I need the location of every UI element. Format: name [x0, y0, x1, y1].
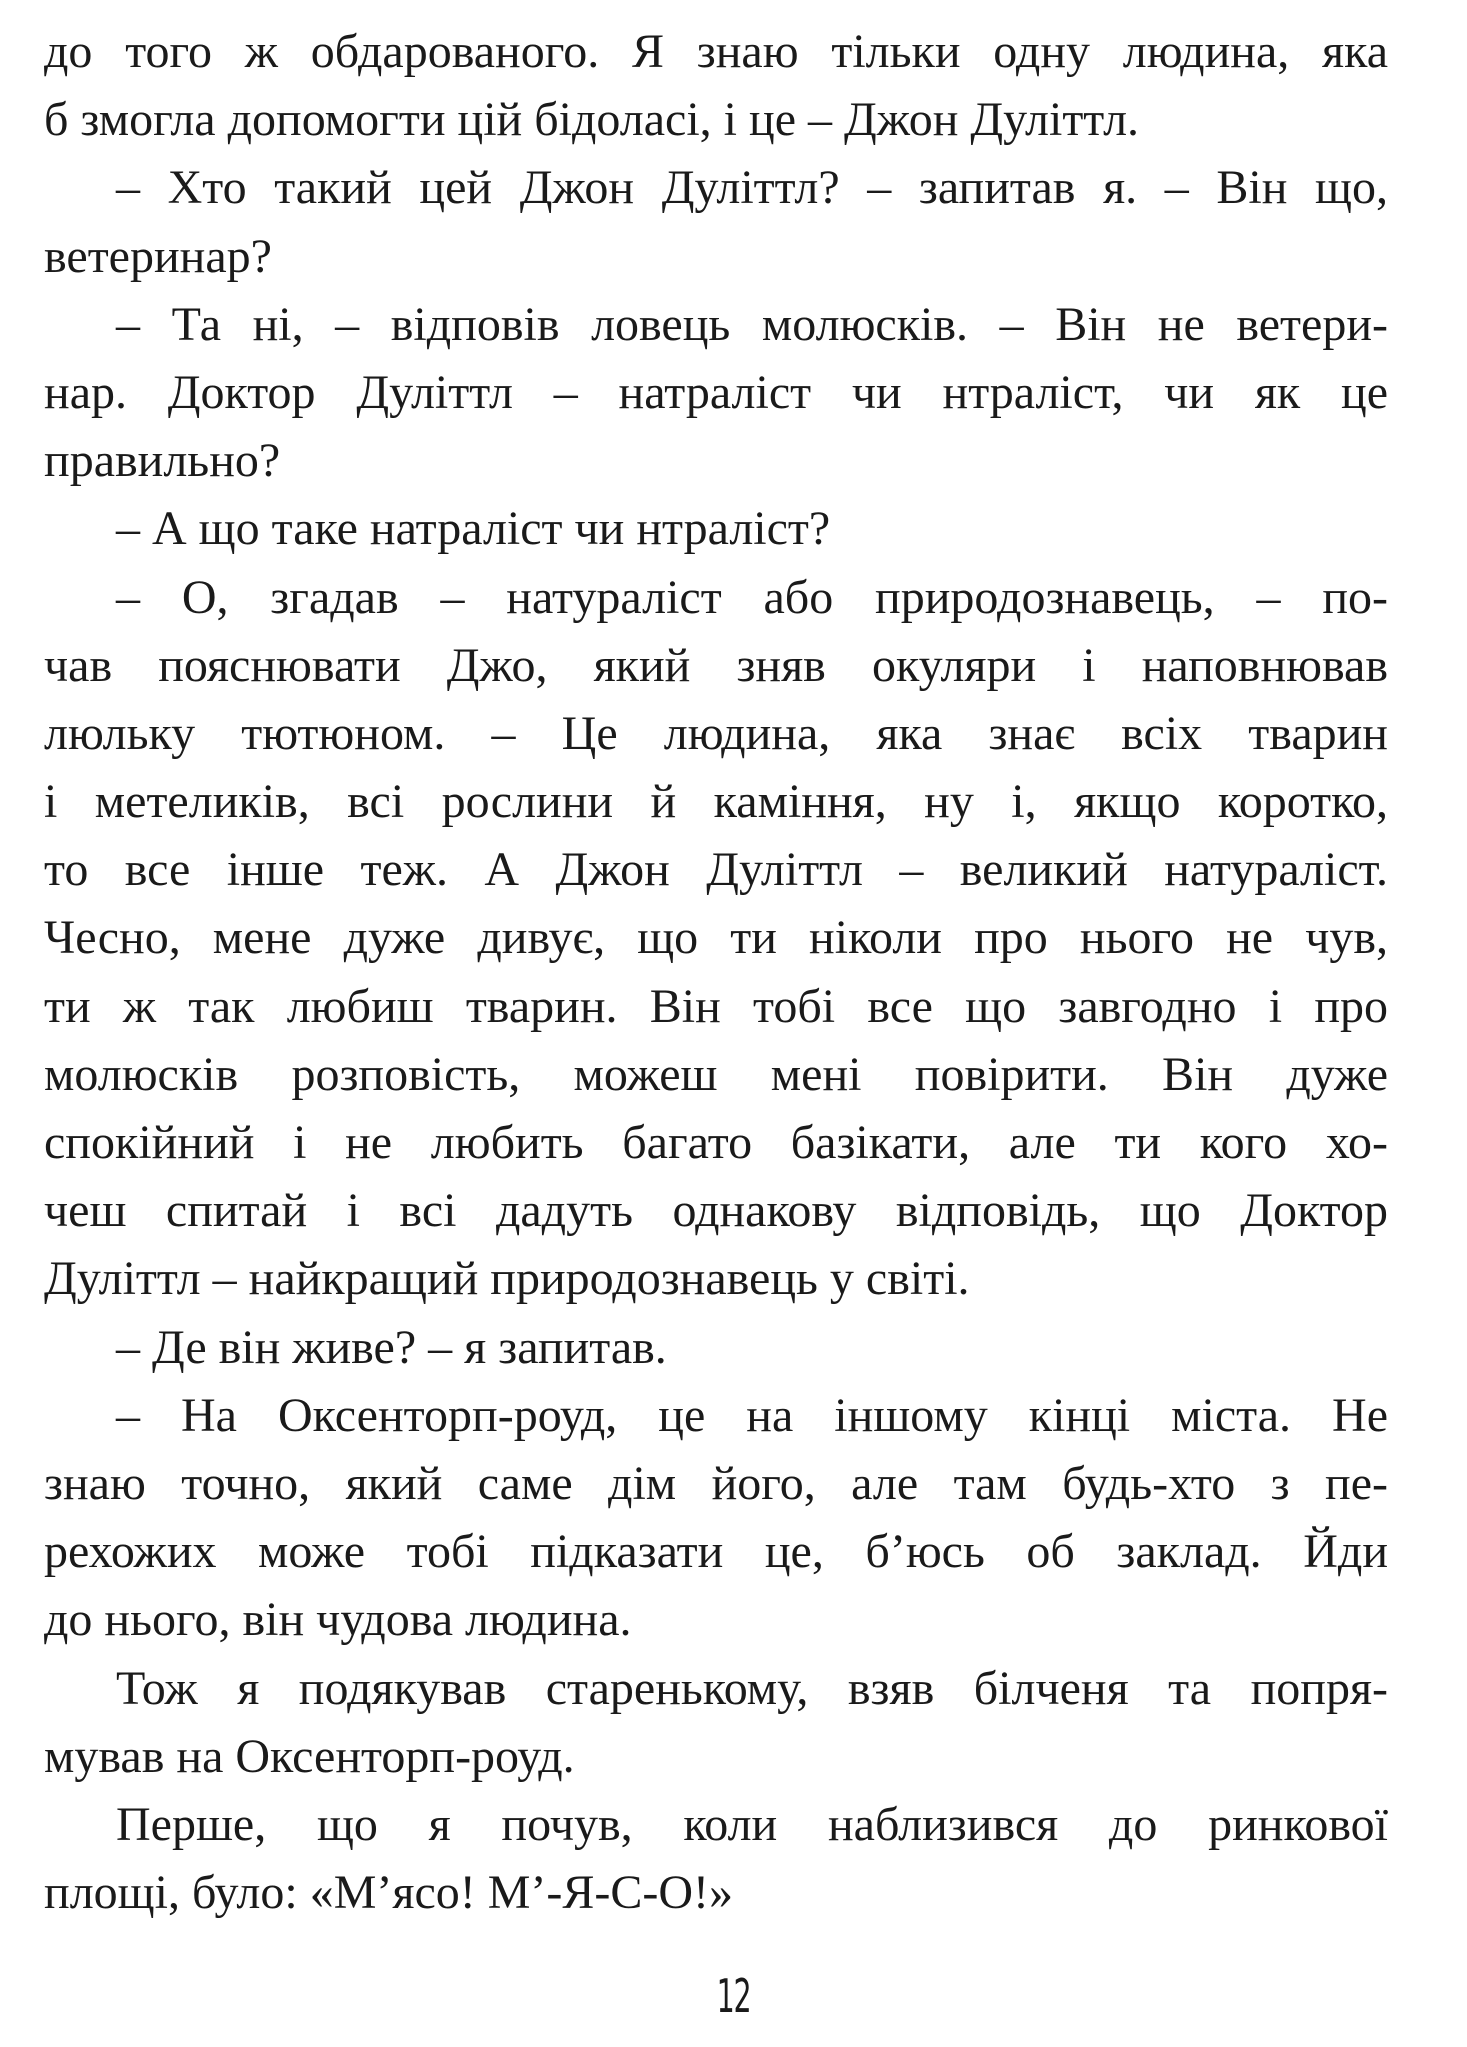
text-line: ветеринар?	[44, 229, 272, 283]
text-line: спокійний і не любить багато базікати, але ти кого хо-	[44, 1116, 1388, 1169]
text-line: Тож я подякував старенькому, взяв білченя та попря-	[116, 1661, 1388, 1715]
text-line: чав пояснювати Джо, який зняв окуляри і наповнював	[44, 638, 1388, 692]
text-line: до того ж обдарованого. Я знаю тільки одну людина, яка	[44, 25, 1388, 78]
text-line: правильно?	[44, 434, 281, 488]
text-line: – А що таке натраліст чи нтраліст?	[116, 502, 831, 556]
text-line: – На Оксенторп-роуд, це на іншому кінці міста. Не	[116, 1388, 1388, 1442]
text-line: б змогла допомогти цій бідоласі, і це – Джон Дуліттл.	[44, 93, 1140, 147]
text-line: то все інше теж. А Джон Дуліттл – великий натураліст.	[44, 843, 1388, 897]
text-line: – О, згадав – натураліст або природознавець, – по-	[116, 570, 1388, 624]
text-line: ти ж так любиш тварин. Він тобі все що завгодно і про	[44, 979, 1388, 1033]
text-line: нар. Доктор Дуліттл – натраліст чи нтраліст, чи як це	[44, 365, 1388, 419]
text-line: Дуліттл – найкращий природознавець у світі.	[44, 1252, 970, 1306]
text-line: площі, було: «М’ясо! М’-Я-С-О!»	[44, 1866, 734, 1920]
text-line: до нього, він чудова людина.	[44, 1593, 632, 1647]
text-line: Чесно, мене дуже дивує, що ти ніколи про нього не чув,	[44, 911, 1388, 965]
text-line: молюсків розповість, можеш мені повірити. Він дуже	[44, 1047, 1388, 1101]
text-line: Перше, що я почув, коли наблизився до ринкової	[116, 1797, 1388, 1851]
text-line: рехожих може тобі підказати це, б’юсь об заклад. Йди	[44, 1525, 1388, 1579]
text-line: – Та ні, – відповів ловець молюсків. – Він не ветери-	[116, 297, 1388, 351]
body-text	[44, 18, 1388, 1927]
text-line: чеш спитай і всі дадуть однакову відповідь, що Доктор	[44, 1184, 1388, 1238]
text-line: знаю точно, який саме дім його, але там будь-хто з пе-	[44, 1456, 1388, 1510]
text-line: мував на Оксенторп-роуд.	[44, 1729, 575, 1783]
page-number: 12	[716, 1969, 751, 2023]
text-line: – Де він живе? – я запитав.	[116, 1320, 667, 1374]
text-line: – Хто такий цей Джон Дуліттл? – запитав я. – Він що,	[116, 161, 1388, 215]
text-line: і метеликів, всі рослини й каміння, ну і, якщо коротко,	[44, 775, 1388, 829]
text-line: люльку тютюном. – Це людина, яка знає всіх тварин	[44, 706, 1388, 760]
